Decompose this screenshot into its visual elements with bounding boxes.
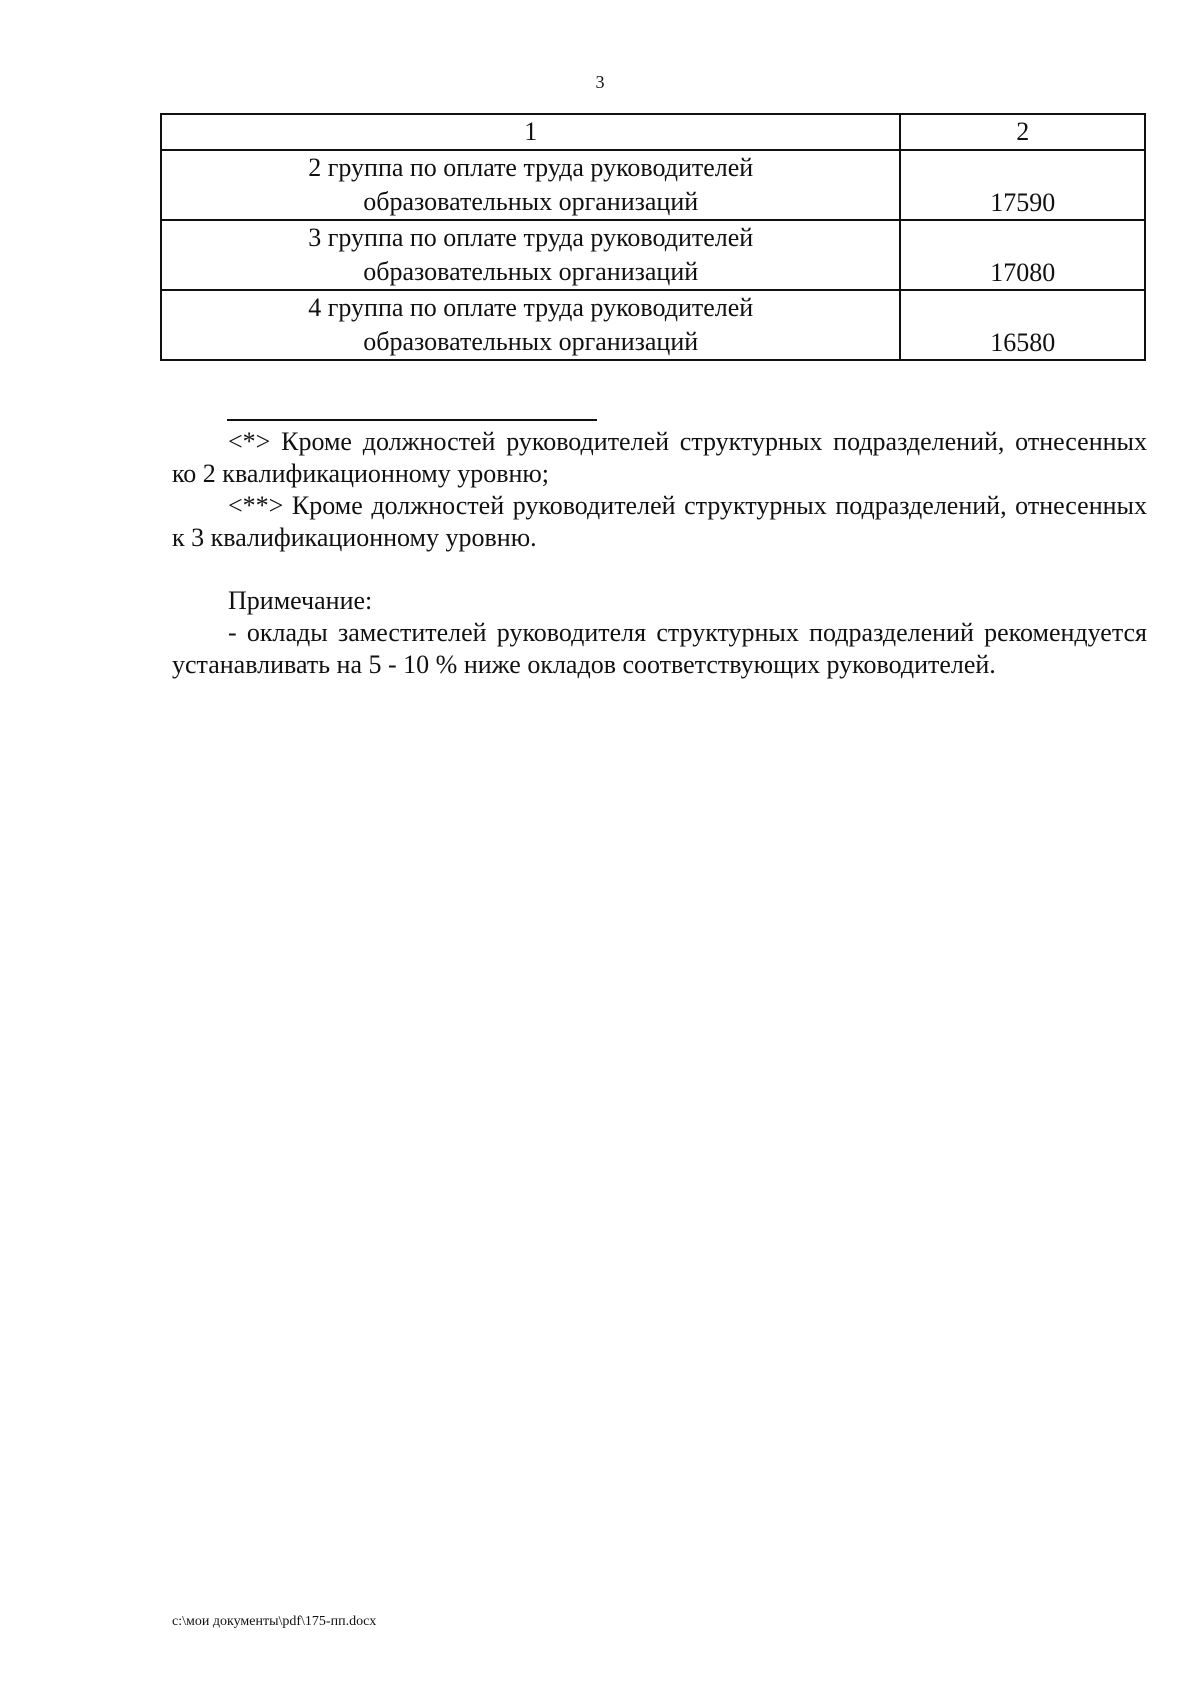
group-line: 3 группа по оплате труда руководителей bbox=[308, 223, 754, 252]
table-row bbox=[161, 290, 1145, 360]
salary-value: 17590 bbox=[900, 150, 1145, 220]
salary-value: 16580 bbox=[900, 290, 1145, 360]
note bbox=[172, 585, 1147, 681]
group-line: 2 группа по оплате труда руководителей bbox=[308, 153, 754, 182]
footnote: <*> Кроме должностей руководителей структурных подразделений, отнесенных ко 2 квалификационному уровню; bbox=[172, 427, 1147, 488]
table-header-cell: 1 bbox=[161, 114, 900, 150]
table-row bbox=[161, 220, 1145, 290]
table-row bbox=[161, 150, 1145, 220]
footnote-divider bbox=[227, 419, 597, 421]
group-line: образовательных организаций bbox=[363, 327, 699, 356]
note-title: Примечание: bbox=[228, 586, 373, 615]
table-header-row bbox=[161, 114, 1145, 150]
salary-value: 17080 bbox=[900, 220, 1145, 290]
group-cell bbox=[161, 220, 900, 290]
group-cell bbox=[161, 290, 900, 360]
footnote: <**> Кроме должностей руководителей структурных подразделений, отнесенных к 3 квалификационному уровню. bbox=[172, 491, 1147, 552]
group-line: 4 группа по оплате труда руководителей bbox=[308, 293, 754, 322]
group-line: образовательных организаций bbox=[363, 187, 699, 216]
table-header-cell: 2 bbox=[900, 114, 1145, 150]
footnotes bbox=[172, 426, 1147, 554]
footer-file-path: c:\мои документы\pdf\175-пп.docx bbox=[172, 1614, 377, 1629]
salary-table bbox=[160, 113, 1146, 361]
group-line: образовательных организаций bbox=[363, 257, 699, 286]
group-cell bbox=[161, 150, 900, 220]
note-text: - оклады заместителей руководителя структурных подразделений рекомендуется устанавливать на 5 - 10 % ниже окладов соответствующих руководителей. bbox=[172, 618, 1147, 679]
page-number: 3 bbox=[595, 72, 605, 92]
